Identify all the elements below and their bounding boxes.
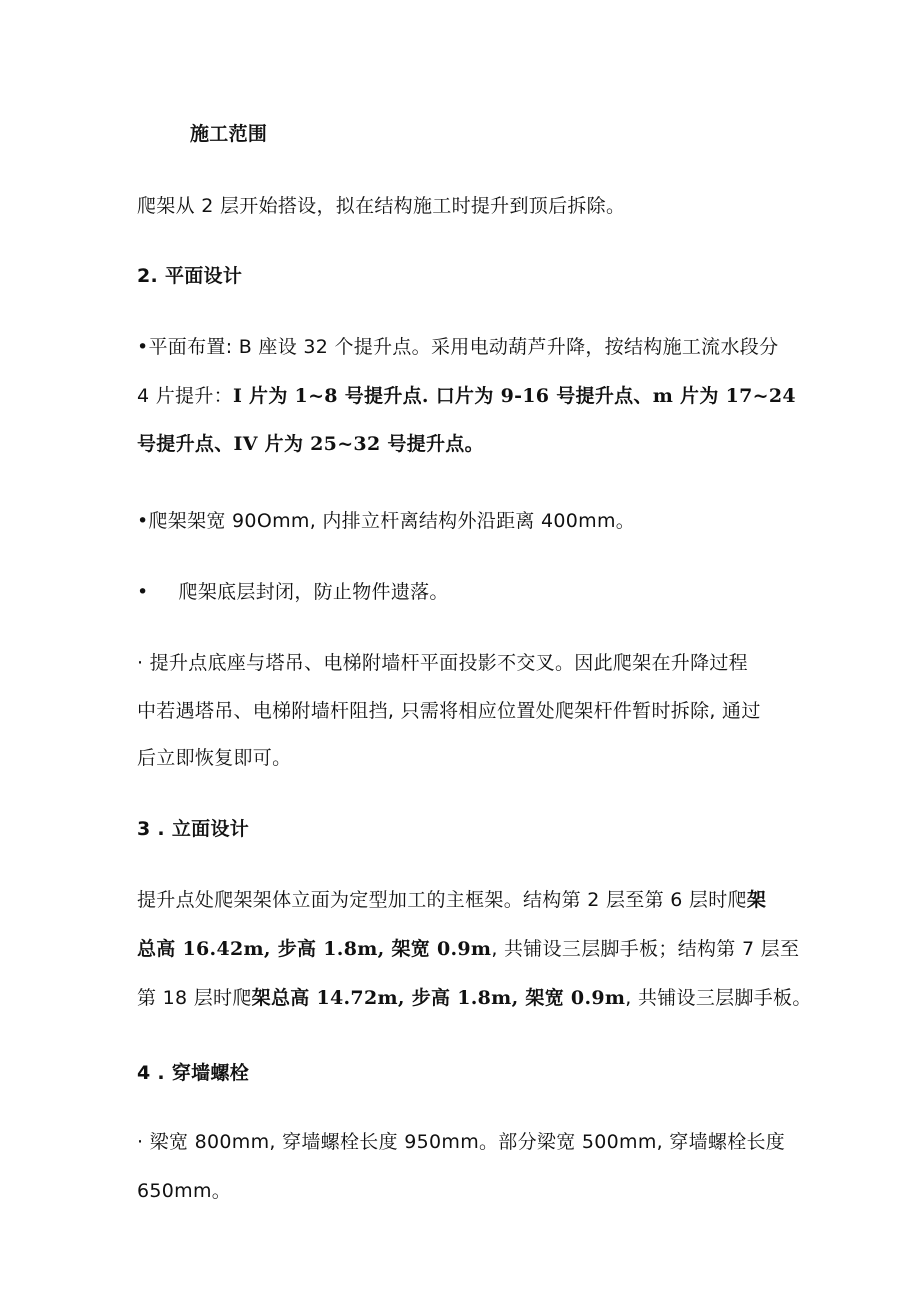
bottom-closure-paragraph [137, 579, 449, 605]
plan-layout-line-3: 号提升点、IV 片为 25~32 号提升点。 [137, 433, 484, 455]
plan-layout-line-1: •平面布置: B 座设 32 个提升点。采用电动葫芦升降，按结构施工流水段分 [137, 336, 779, 358]
elevation-line-3-bold: 架总高 14.72m, 步高 1.8m, 架宽 0.9m [251, 987, 626, 1009]
section-heading-elevation-design: 3 . 立面设计 [137, 818, 250, 840]
wall-bolt-line-1: · 梁宽 800mm, 穿墙螺栓长度 950mm。部分梁宽 500mm, 穿墙螺栓长度 [137, 1131, 786, 1153]
elevation-line-3-tail: , 共铺设三层脚手板。 [625, 987, 812, 1009]
elevation-line-1-bold: 架 [746, 889, 767, 911]
bottom-closure-text: 爬架底层封闭，防止物件遗落。 [178, 581, 449, 603]
section-title-construction-scope: 施工范围 [190, 123, 268, 145]
lift-base-line-1: · 提升点底座与塔吊、电梯附墙杆平面投影不交叉。因此爬架在升降过程 [137, 652, 748, 674]
frame-width-paragraph: •爬架架宽 90Omm, 内排立杆离结构外沿距离 400mm。 [137, 510, 636, 532]
section-heading-wall-bolts: 4 . 穿墙螺栓 [137, 1062, 250, 1084]
elevation-line-1-text: 提升点处爬架架体立面为定型加工的主框架。结构第 2 层至第 6 层时爬 [137, 889, 747, 911]
bullet-marker: • [137, 581, 149, 603]
elevation-line-2 [137, 936, 799, 962]
elevation-line-2-text: , 共铺设三层脚手板；结构第 7 层至 [491, 938, 800, 960]
elevation-line-3-text: 第 18 层时爬 [137, 987, 252, 1009]
scope-paragraph: 爬架从 2 层开始搭设，拟在结构施工时提升到顶后拆除。 [137, 195, 626, 217]
lift-base-line-3: 后立即恢复即可。 [137, 747, 292, 769]
section-heading-plan-design: 2. 平面设计 [137, 265, 243, 287]
plan-layout-line-2-bold: I 片为 1~8 号提升点. 口片为 9-16 号提升点、m 片为 17~24 [232, 385, 796, 407]
lift-base-line-2: 中若遇塔吊、电梯附墙杆阻挡, 只需将相应位置处爬架杆件暂时拆除, 通过 [137, 700, 761, 722]
wall-bolt-line-2: 650mm。 [137, 1180, 232, 1202]
elevation-line-2-bold: 总高 16.42m, 步高 1.8m, 架宽 0.9m [137, 938, 492, 960]
elevation-line-1 [137, 887, 766, 913]
plan-layout-line-2 [137, 383, 796, 409]
plan-layout-line-2-prefix: 4 片提升： [137, 385, 233, 407]
elevation-line-3 [137, 985, 812, 1011]
